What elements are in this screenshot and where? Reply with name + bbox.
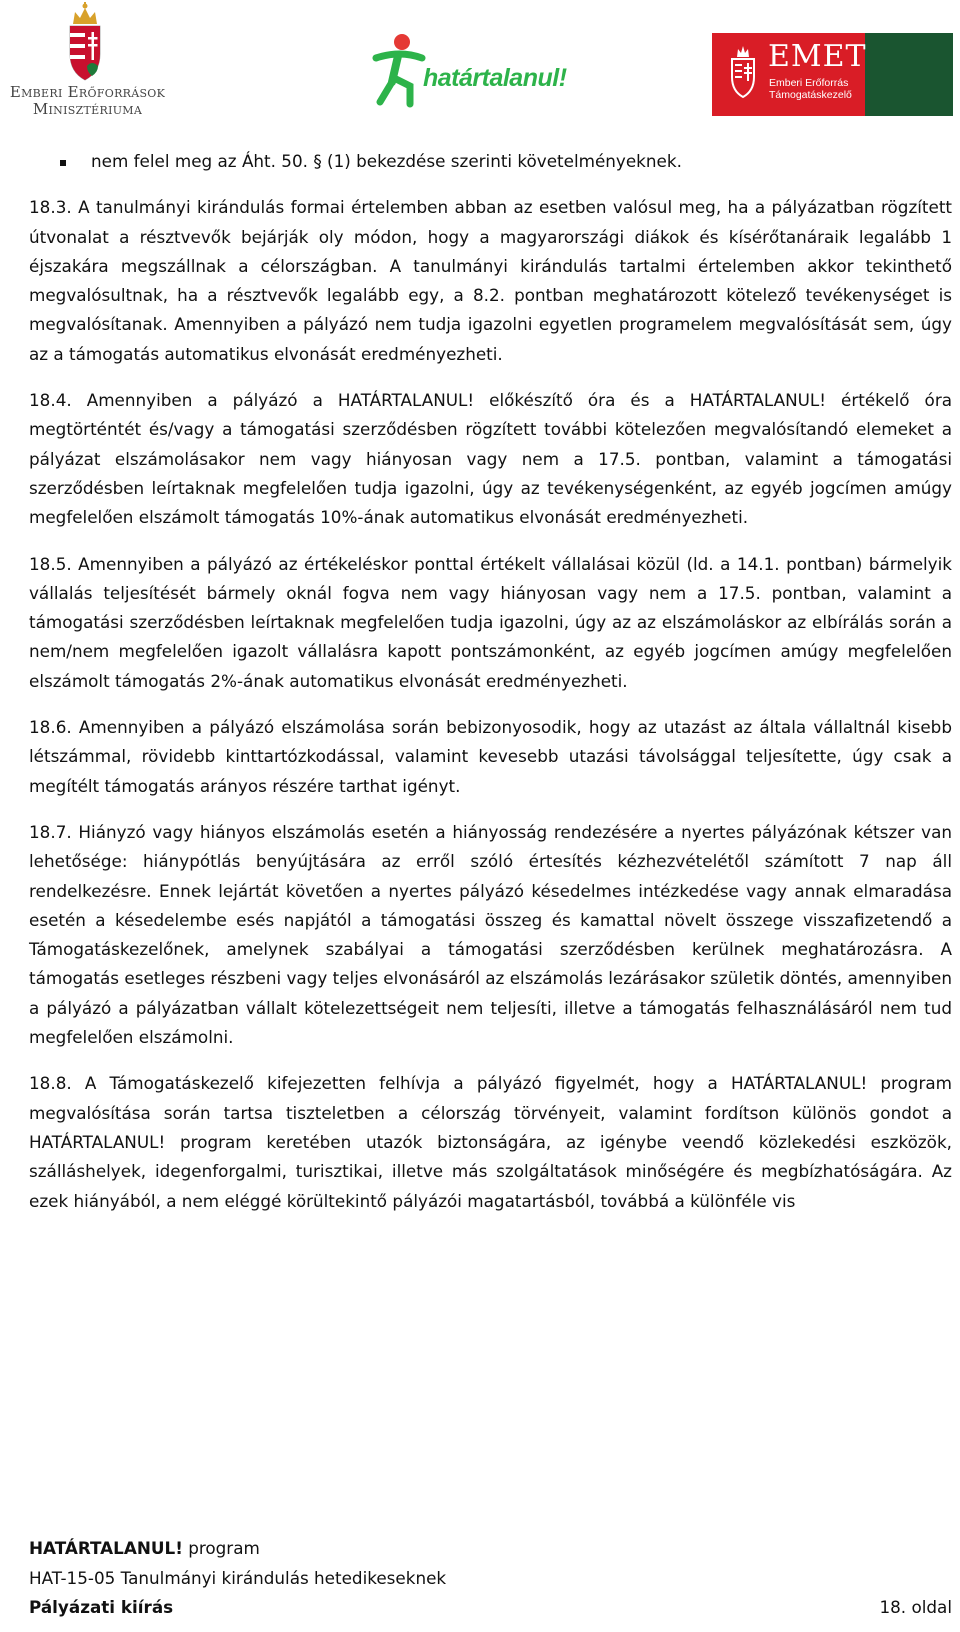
emmi-line2: Minisztériuma	[32, 100, 143, 118]
footer-call-title: HAT-15-05 Tanulmányi kirándulás hetedikeseknek	[29, 1567, 447, 1588]
footer-program-rest: program	[182, 1538, 260, 1558]
paragraph-18-6: 18.6. Amennyiben a pályázó elszámolása során bebizonyosodik, hogy az utazást az általa vállaltnál kisebb létszámmal, rövidebb kinttartózkodással, valamint kevesebb utazási távolsággal teljesítette, úgy csak a megítélt támogatás arányos részére tarthat igényt.	[29, 717, 952, 796]
hatartalanul-wordmark: határtalanul!	[423, 64, 567, 92]
hungarian-crest-icon	[64, 2, 106, 84]
running-figure-icon	[370, 28, 430, 108]
emet-crest-icon	[729, 43, 757, 99]
footer-doc-type: Pályázati kiírás	[29, 1597, 174, 1617]
paragraph-18-5: 18.5. Amennyiben a pályázó az értékeléskor ponttal értékelt vállalásai közül (ld. a 14.1. pontban) bármelyik vállalás teljesítését bármely oknál fogva nem vagy hiányosan vagy nem a 17.5. pontban, valamint a támogatási szerződésben leírtaknak megfelelően tudja igazolni, úgy az az elszámoláskor az elbírálás során a nem/nem megfelelően igazolt vállalásra kapott pontszámonként, az egyéb jogcímen amúgy megfelelően elszámolt támogatás 2%-ának automatikus elvonását eredményezheti.	[29, 553, 952, 691]
hatartalanul-logo	[370, 28, 590, 108]
emmi-logo	[0, 2, 175, 120]
emet-sub-line1: Emberi Erőforrás	[769, 77, 849, 89]
emmi-wordmark	[0, 84, 175, 118]
page-footer	[29, 1534, 952, 1623]
footer-program	[29, 1534, 952, 1564]
emmi-line1: Emberi Erőforrások	[9, 83, 166, 101]
emet-sub-line2: Támogatáskezelő	[769, 89, 852, 101]
document-body	[29, 147, 952, 1216]
page-header	[0, 0, 960, 122]
bullet-item: nem felel meg az Áht. 50. § (1) bekezdése szerinti követelményeknek.	[29, 147, 952, 176]
paragraph-18-4: 18.4. Amennyiben a pályázó a HATÁRTALANUL! előkészítő óra és a HATÁRTALANUL! értékelő óra megtörténtét és/vagy a támogatási szerződésben rögzített további kötelezően megvalósítandó elemeket a pályázat elszámolásakor nem vagy hiányosan vagy nem a 17.5. pontban, valamint a támogatási szerződésben leírtaknak megfelelően tudja igazolni, úgy az tevékenységenként, az egyéb jogcímen amúgy megfelelően elszámolt támogatás 10%-ának automatikus elvonását eredményezheti.	[29, 390, 952, 528]
paragraph-18-7: 18.7. Hiányzó vagy hiányos elszámolás esetén a hiányosság rendezésére a nyertes pályázónak kétszer van lehetősége: hiánypótlás benyújtására az erről szóló értesítés kézhezvételétől számított 7 nap áll rendelkezésre. Ennek lejártát követően a nyertes pályázó késedelmes intézkedése vagy annak elmaradása esetén a késedelembe esés napjától a támogatási összeg és kamattal növelt összege visszafizetendő a Támogatáskezelőnek, amelynek szabályai a támogatási szerződésben kerülnek meghatározásra. A támogatás esetleges részbeni vagy teljes elvonásáról az elszámolás lezárásakor születik döntés, amennyiben a pályázó a pályázatban vállalt kötelezettségeit nem teljesíti, illetve a támogatás felhasználásáról nem tud megfelelően elszámolni.	[29, 821, 952, 1048]
emet-green-panel	[865, 33, 953, 116]
paragraph-18-3: 18.3. A tanulmányi kirándulás formai értelemben abban az esetben valósul meg, ha a pályázatban rögzített útvonalat a résztvevők bejárják oly módon, hogy a magyarországi diákok és kísérőtanáraik legalább 1 éjszakára megszállnak a célországban. A tanulmányi kirándulás tartalmi értelemben akkor tekinthető megvalósultnak, ha a résztvevők legalább egy, a 8.2. pontban meghatározott kötelező tevékenységet is megvalósítanak. Amennyiben a pályázó nem tudja igazolni egyetlen programelem megvalósítását sem, úgy az a támogatás automatikus elvonását eredményezheti.	[29, 197, 952, 364]
page-number: 18. oldal	[879, 1597, 952, 1617]
paragraph-18-8: 18.8. A Támogatáskezelő kifejezetten felhívja a pályázó figyelmét, hogy a HATÁRTALANUL! program megvalósítása során tartsa tiszteletben a célország törvényeit, valamint fordítson különös gondot a HATÁRTALANUL! program keretében utazók biztonságára, az igénybe veendő közlekedési eszközök, szálláshelyek, idegenforgalmi, turisztikai, illetve más szolgáltatások minőségére és megbízhatóságára. Az ezek hiányából, a nem eléggé körültekintő pályázói magatartásból, továbbá a különféle vis	[29, 1073, 952, 1211]
emet-subtitle	[769, 77, 852, 101]
footer-program-bold: HATÁRTALANUL!	[29, 1538, 183, 1558]
emet-logo	[712, 33, 960, 116]
footer-last-row	[29, 1593, 952, 1623]
emet-wordmark: EMET	[768, 39, 867, 74]
